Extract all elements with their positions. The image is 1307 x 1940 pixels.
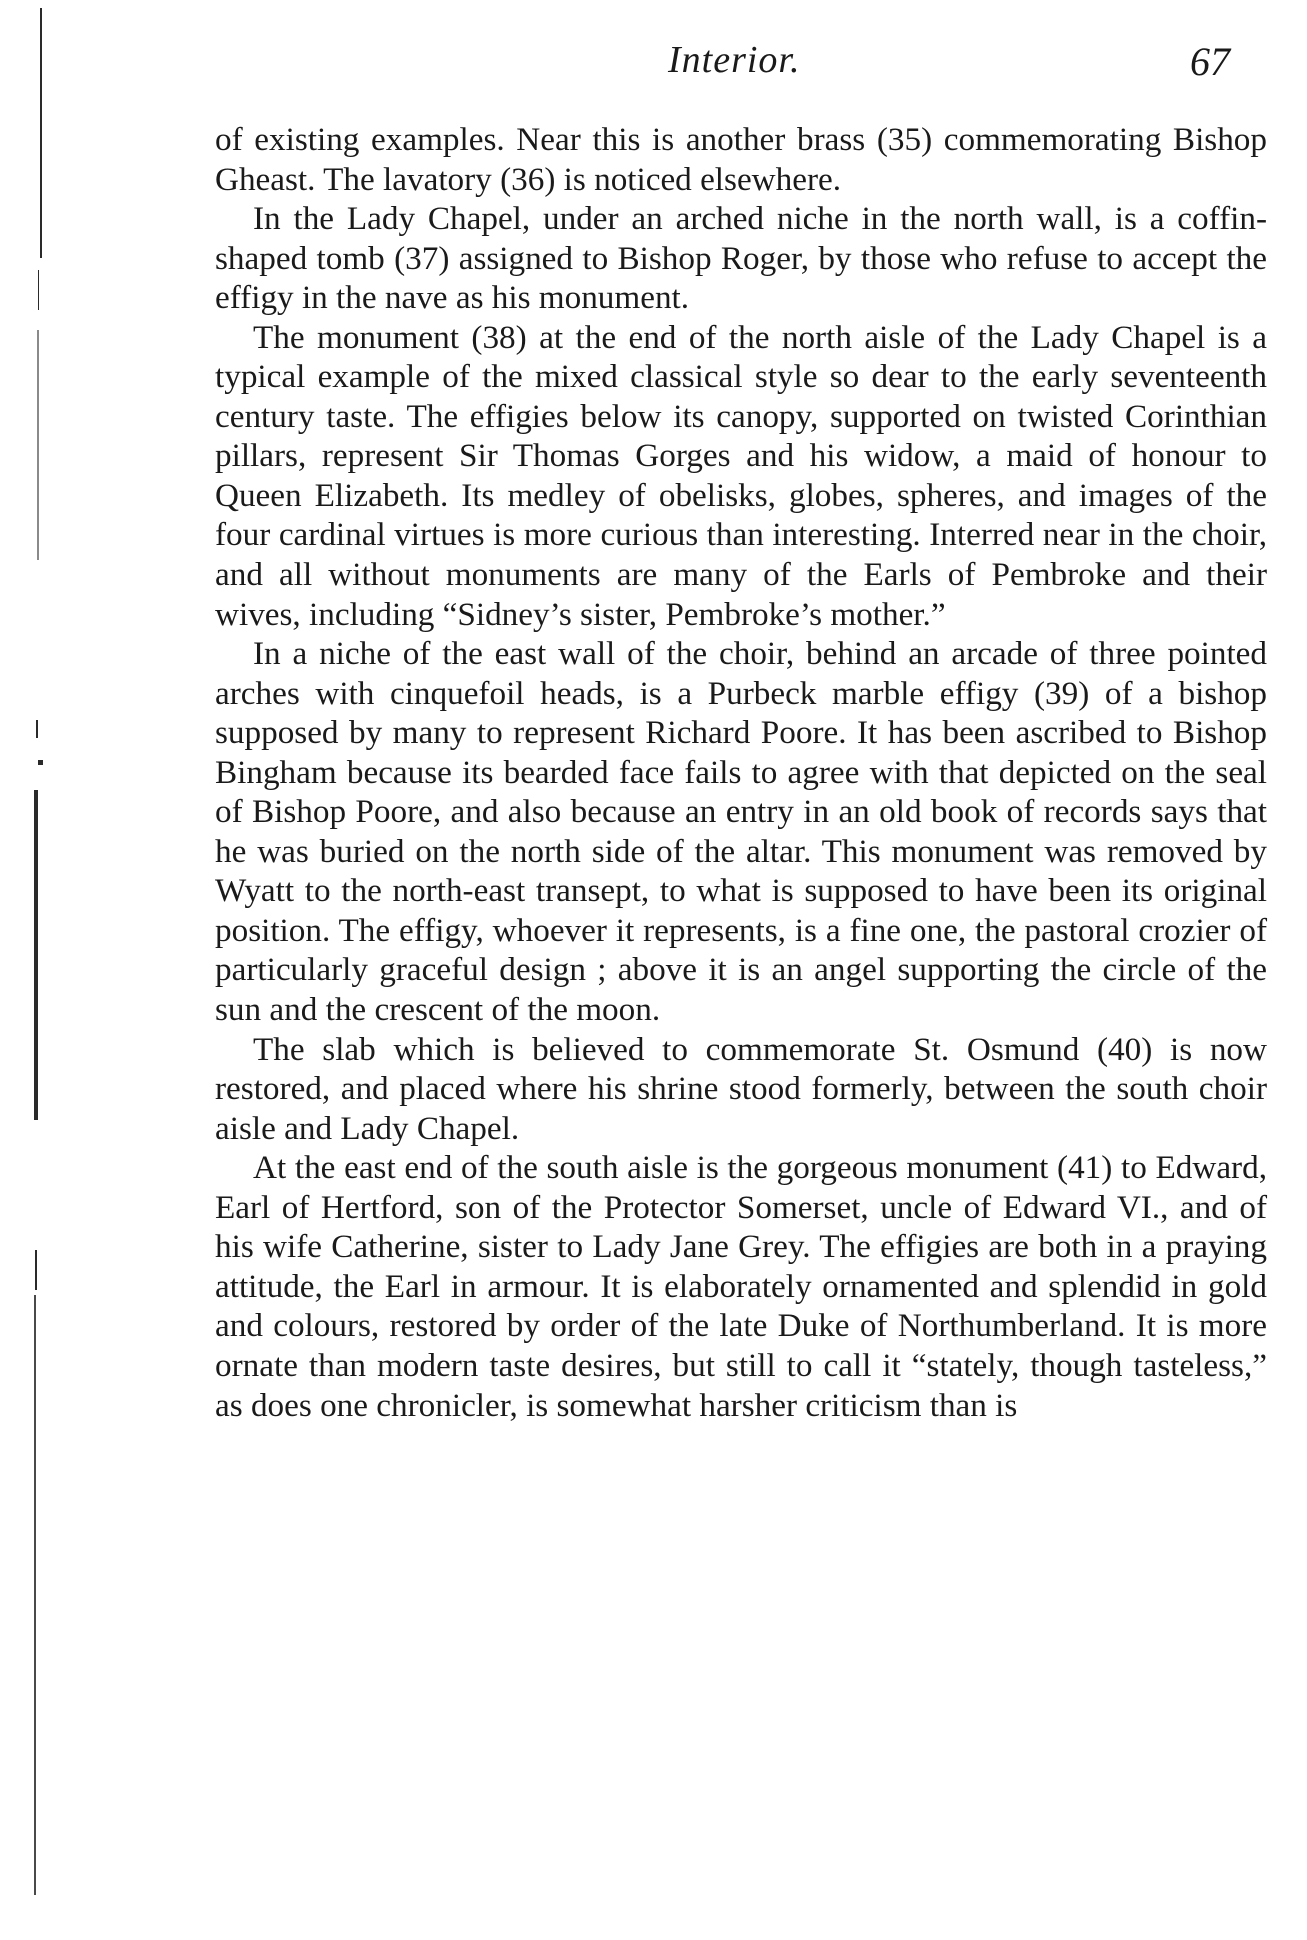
paragraph-hertford-monument: At the east end of the south aisle is the gorgeous monument (41) to Edward, Earl of Hertford, son of the Protector Somerset, uncle of Edward VI., and of his wife Catherine, sister to Lady Jane Grey. The effigies are both in a praying attitude, the Earl in armour. It is elaborately ornamented and splendid in gold and colours, restored by order of the late Duke of Northumberland. It is more ornate than modern taste desires, but still to call it “stately, though tasteless,” as does one chronicler, is somewhat harsher criticism than is [215,1149,1267,1424]
paragraph-lady-chapel-tomb: In the Lady Chapel, under an arched niche in the north wall, is a coffin-shaped tomb (37) assigned to Bishop Roger, by those who refuse to accept the effigy in the nave as his monument. [215,200,1267,317]
paragraph-osmund-slab: The slab which is believed to commemorate St. Osmund (40) is now restored, and placed where his shrine stood formerly, between the south choir aisle and Lady Chapel. [215,1030,1267,1147]
page-number: 67 [1190,39,1230,84]
running-head [0,38,1307,98]
scanned-page-edge [0,0,40,1940]
running-title: Interior. [668,39,801,81]
paragraph-continuation: of existing examples. Near this is another brass (35) commemorating Bishop Gheast. The lavatory (36) is noticed elsewhere. [215,121,1267,198]
paragraph-gorges-monument: The monument (38) at the end of the north aisle of the Lady Chapel is a typical example of the mixed classical style so dear to the early seventeenth century taste. The effigies below its canopy, supported on twisted Corinthian pillars, represent Sir Thomas Gorges and his widow, a maid of honour to Queen Elizabeth. Its medley of obelisks, globes, spheres, and images of the four cardinal virtues is more curious than interesting. Interred near in the choir, and all without monuments are many of the Earls of Pembroke and their wives, including “Sidney’s sister, Pembroke’s mother.” [215,318,1267,633]
paragraph-poore-effigy: In a niche of the east wall of the choir, behind an arcade of three pointed arches with cinquefoil heads, is a Purbeck marble effigy (39) of a bishop supposed by many to represent Richard Poore. It has been ascribed to Bishop Bingham because its bearded face fails to agree with that depicted on the seal of Bishop Poore, and also because an entry in an old book of records says that he was buried on the north side of the altar. This monument was removed by Wyatt to the north-east transept, to what is supposed to have been its original position. The effigy, whoever it represents, is a fine one, the pastoral crozier of particularly graceful design ; above it is an angel supporting the circle of the sun and the crescent of the moon. [215,635,1267,1029]
body-text [215,120,1267,1425]
